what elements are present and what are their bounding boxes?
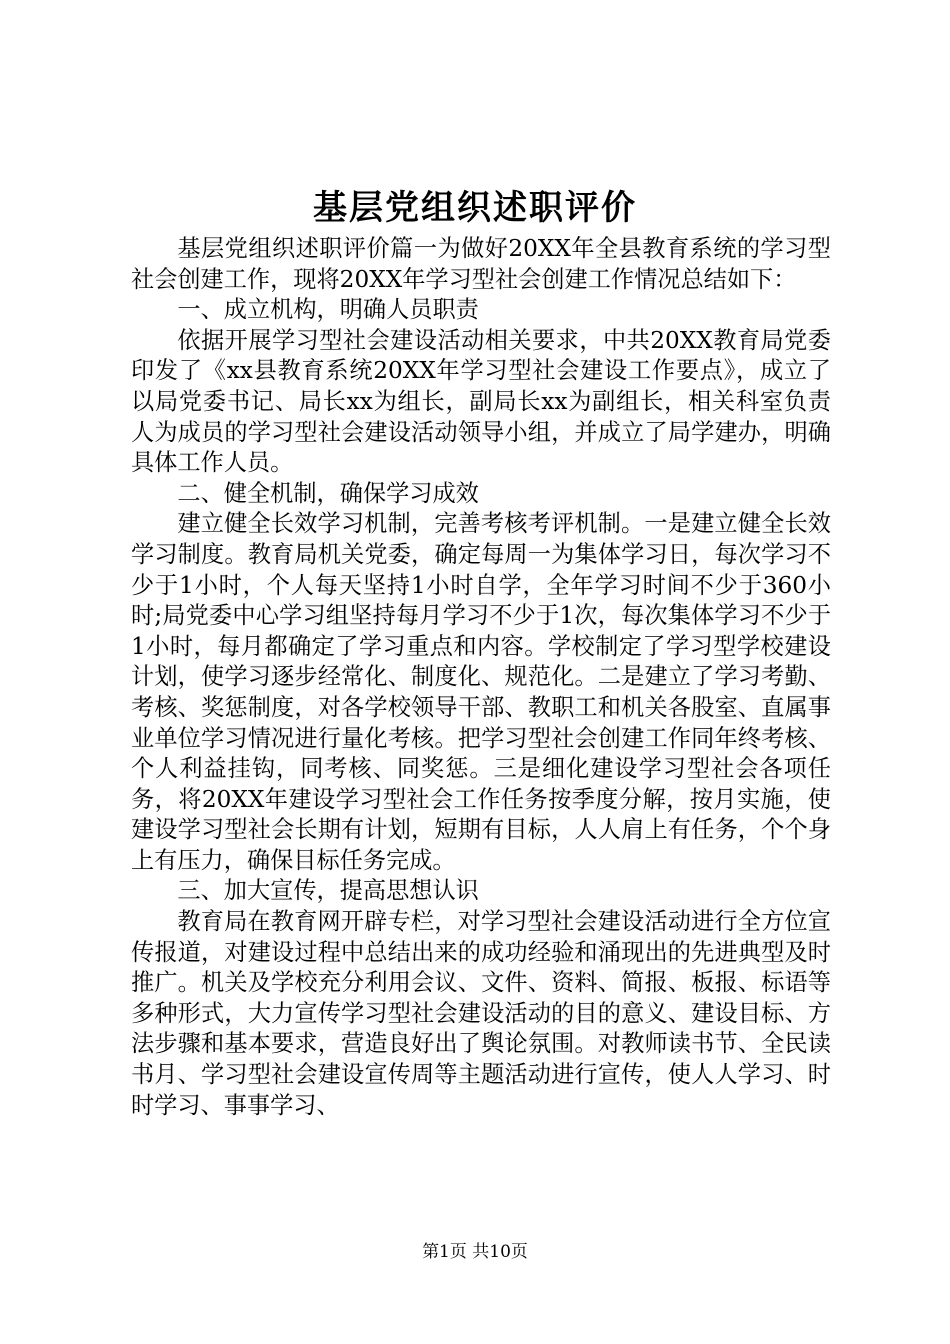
section-heading-3: 三、加大宣传，提高思想认识 [177, 877, 479, 905]
document-body [131, 234, 831, 1121]
paragraph-section-2: 建立健全长效学习机制，完善考核考评机制。一是建立健全长效学习制度。教育局机关党委，确定每周一为集体学习日，每次学习不少于1小时，个人每天坚持1小时自学，全年学习时间不少于360小时;局党委中心学习组坚持每月学习不少于1次，每次集体学习不少于1小时，每月都确定了学习重点和内容。学校制定了学习型学校建设计划，使学习逐步经常化、制度化、规范化。二是建立了学习考勤、考核、奖惩制度，对各学校领导干部、教职工和机关各股室、直属事业单位学习情况进行量化考核。把学习型社会创建工作同年终考核、个人利益挂钩，同考核、同奖惩。三是细化建设学习型社会各项任务，将20XX年建设学习型社会工作任务按季度分解，按月实施，使建设学习型社会长期有计划，短期有目标，人人肩上有任务，个个身上有压力，确保目标任务完成。 [131, 510, 831, 874]
paragraph-section-1: 依据开展学习型社会建设活动相关要求，中共20XX教育局党委印发了《xx县教育系统20XX年学习型社会建设工作要点》，成立了以局党委书记、局长xx为组长，副局长xx为副组长，相关科室负责人为成员的学习型社会建设活动领导小组，并成立了局学建办，明确具体工作人员。 [131, 326, 831, 477]
section-heading-1: 一、成立机构，明确人员职责 [177, 296, 479, 324]
section-heading-2: 二、健全机制，确保学习成效 [177, 479, 479, 507]
paragraph-intro: 基层党组织述职评价篇一为做好20XX年全县教育系统的学习型社会创建工作，现将20XX年学习型社会创建工作情况总结如下： [131, 235, 831, 293]
document-title: 基层党组织述职评价 [313, 188, 637, 228]
paragraph-section-3: 教育局在教育网开辟专栏，对学习型社会建设活动进行全方位宣传报道，对建设过程中总结出来的成功经验和涌现出的先进典型及时推广。机关及学校充分利用会议、文件、资料、简报、板报、标语等多种形式，大力宣传学习型社会建设活动的目的意义、建设目标、方法步骤和基本要求，营造良好出了舆论氛围。对教师读书节、全民读书月、学习型社会建设宣传周等主题活动进行宣传，使人人学习、时时学习、事事学习、 [131, 908, 831, 1119]
page-number-footer: 第1页 共10页 [422, 1242, 528, 1262]
